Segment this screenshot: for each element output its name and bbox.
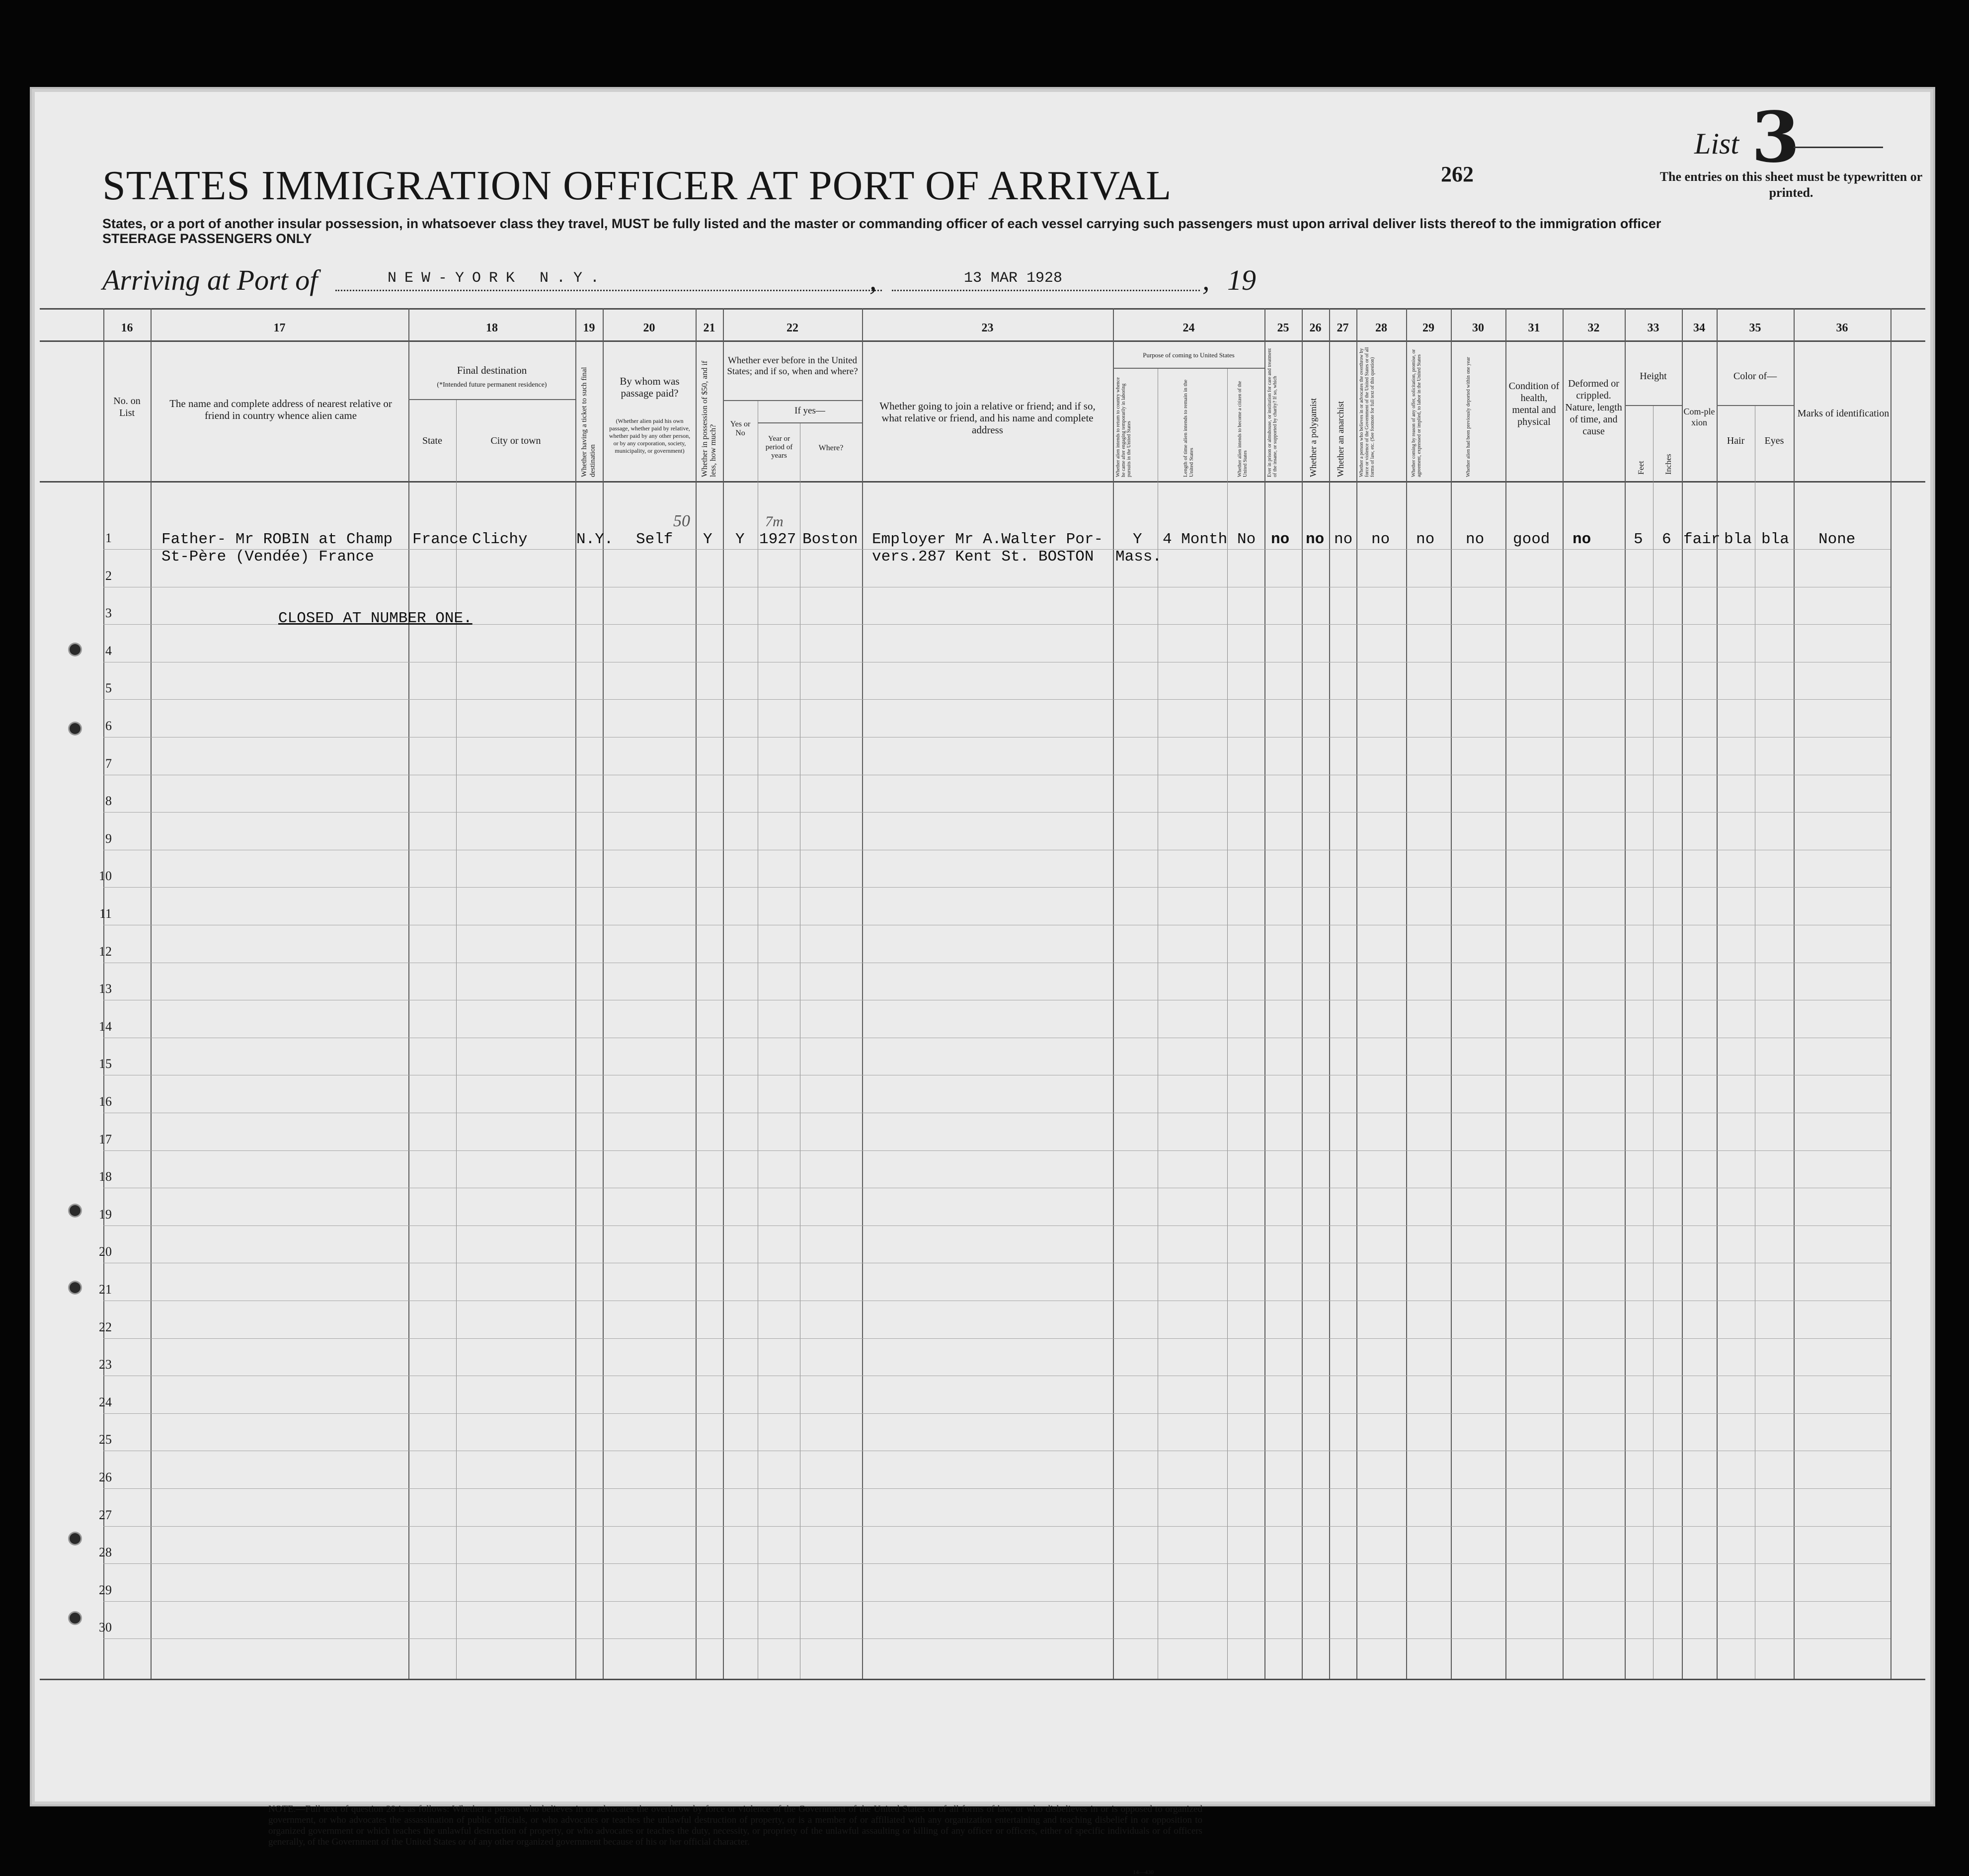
- header-question-29: Whether coming by reason of any offer, solicitation, promise, or agreement, expressed or implied, to labor in the United States: [1411, 349, 1422, 477]
- column-number-19: 19: [583, 322, 595, 334]
- column-line: [1227, 368, 1228, 1679]
- before-yes-no: Y: [735, 531, 745, 548]
- row-number: 13: [99, 981, 112, 996]
- header-passage-paid-sub: (Whether alien paid his own passage, whether paid by relative, whether paid by any other person, or by any corporation, society, municipality, or government): [609, 417, 691, 454]
- subheader-line: [1113, 368, 1264, 369]
- column-number-34: 34: [1693, 322, 1705, 334]
- column-number-25: 25: [1277, 322, 1289, 334]
- column-line: [151, 308, 152, 1679]
- footnote-question-28: NOTE.—Full text of question 28 is as follows: Whether a person who believes in or advocates the overthrow by force or violence of the Government of the United States or of all forms of law, or who disbelieves in or is opposed to organized government, or who advocates the assassination of public officials, or who advocates or teaches the unlawful destruction of property, or is a member of or affiliated with any organization entertaining and teaching disbelief in or opposition to organized government or which teaches the unlawful destruction of property, or who advocates or teaches the duty, necessity, or propriety of the unlawful assaulting or killing of any officer or officers, either of specific individuals or of officers generally, of the Government of the United States or of any other organized government because of his or her official character.: [268, 1804, 1202, 1847]
- polygamist-answer: no: [1306, 531, 1325, 548]
- header-no-on-list: No. on List: [113, 396, 141, 418]
- binder-hole: [70, 644, 80, 655]
- column-number-33: 33: [1647, 322, 1659, 334]
- column-number-20: 20: [643, 322, 655, 334]
- row-rule: [103, 1338, 1890, 1339]
- column-line: [1653, 405, 1654, 1679]
- length-of-stay: 4 Month: [1163, 531, 1228, 548]
- binder-hole: [70, 1205, 80, 1216]
- header-prison: Ever in prison or almshouse, or institution for care and treatment of the insane, or supported by charity? If so, which: [1267, 348, 1278, 477]
- list-number-line: [1794, 147, 1883, 148]
- column-number-16: 16: [121, 322, 133, 334]
- column-number-29: 29: [1422, 322, 1434, 334]
- subheader-line: [408, 399, 575, 400]
- join-line-3: Mass.: [1115, 548, 1162, 566]
- join-line-2: vers.287 Kent St. BOSTON: [872, 548, 1094, 566]
- comma-separator: ,: [869, 264, 877, 296]
- row-number: 2: [105, 568, 112, 583]
- column-line: [456, 399, 457, 1679]
- subheader-line: [1625, 405, 1682, 406]
- header-passage-paid: By whom was passage paid?: [620, 375, 680, 399]
- before-handwritten-note: 7m: [765, 513, 784, 530]
- header-top-rule: [40, 308, 1925, 310]
- join-line-1: Employer Mr A.Walter Por-: [872, 531, 1103, 548]
- row-rule: [103, 1488, 1890, 1489]
- passage-paid-by: Self: [636, 531, 673, 548]
- form-title: STATES IMMIGRATION OFFICER AT PORT OF ARRIVAL: [102, 163, 1172, 209]
- header-citizen: Whether alien intends to become a citizen of the United States: [1237, 381, 1248, 477]
- row-number: 14: [99, 1019, 112, 1034]
- header-state: State: [422, 435, 442, 446]
- row-number: 20: [99, 1244, 112, 1259]
- header-inches: Inches: [1664, 454, 1673, 475]
- row-number: 27: [99, 1507, 112, 1522]
- row-number: 7: [105, 756, 112, 771]
- header-complexion: Com-plexion: [1683, 407, 1715, 427]
- column-line: [1113, 308, 1114, 1679]
- row-number: 28: [99, 1545, 112, 1560]
- row-number: 30: [99, 1620, 112, 1635]
- eye-color: bla: [1761, 531, 1789, 548]
- column-line: [862, 308, 863, 1679]
- closed-statement: CLOSED AT NUMBER ONE.: [278, 610, 473, 627]
- row-rule: [103, 1150, 1890, 1151]
- row-number: 25: [99, 1432, 112, 1447]
- row-number: 16: [99, 1094, 112, 1109]
- row-number: 15: [99, 1057, 112, 1071]
- header-question-28: Whether a person who believes in or advocates the overthrow by force or violence of the Government of the United States or of all forms of law, etc. (See footnote for full text of this question): [1359, 347, 1375, 477]
- header-bottom-rule: [40, 481, 1925, 483]
- identification-marks: None: [1818, 531, 1856, 548]
- anarchist-answer: no: [1334, 531, 1353, 548]
- column-number-27: 27: [1337, 322, 1349, 334]
- header-height: Height: [1640, 371, 1667, 382]
- row-number: 3: [105, 606, 112, 621]
- column-line: [1625, 308, 1626, 1679]
- list-label: List: [1694, 127, 1739, 160]
- height-feet: 5: [1634, 531, 1643, 548]
- column-line: [575, 308, 576, 1679]
- row-rule: [103, 1225, 1890, 1226]
- citizen-intent: No: [1237, 531, 1256, 548]
- row-number: 10: [99, 869, 112, 884]
- intro-line-2: STEERAGE PASSENGERS ONLY: [102, 231, 312, 246]
- prison-answer: no: [1271, 531, 1290, 548]
- binder-hole: [70, 723, 80, 734]
- row-number: 26: [99, 1470, 112, 1484]
- column-line: [1451, 308, 1452, 1679]
- header-before-in-us: Whether ever before in the United States; and if so, when and where?: [727, 355, 858, 377]
- header-if-yes: If yes—: [794, 406, 825, 416]
- column-line: [1356, 308, 1357, 1679]
- binder-hole: [70, 1613, 80, 1624]
- header-health: Condition of health, mental and physical: [1508, 381, 1560, 427]
- row-rule: [103, 1638, 1890, 1639]
- money-fifty: Y: [703, 531, 712, 548]
- header-final-destination-sub: (*Intended future permanent residence): [437, 381, 547, 389]
- binder-hole: [70, 1533, 80, 1544]
- row-number: 19: [99, 1207, 112, 1222]
- intro-text: [102, 216, 1792, 246]
- row-rule: [103, 812, 1890, 813]
- row-rule: [103, 887, 1890, 888]
- header-fifty-dollars: Whether in possession of $50, and if less, how much?: [701, 360, 717, 477]
- deported-answer: no: [1466, 531, 1485, 548]
- column-number-22: 22: [787, 322, 798, 334]
- column-line: [1329, 308, 1330, 1679]
- header-anarchist: Whether an anarchist: [1336, 401, 1345, 477]
- header-deported: Whether alien had been previously deported within one year: [1466, 357, 1471, 477]
- column-line: [1505, 308, 1506, 1679]
- column-number-21: 21: [703, 322, 715, 334]
- header-yes-no: Yes or No: [730, 420, 751, 437]
- row-number: 21: [99, 1282, 112, 1297]
- footnote-code: 14—430: [1133, 1869, 1154, 1876]
- column-number-17: 17: [273, 322, 286, 334]
- column-line: [603, 308, 604, 1679]
- question-28-answer: no: [1371, 531, 1390, 548]
- height-inches: 6: [1662, 531, 1671, 548]
- subheader-line: [1717, 405, 1794, 406]
- row-number: 1: [105, 531, 112, 545]
- binder-hole: [70, 1282, 80, 1293]
- header-return-intent: Whether alien intends to return to country whence he came after engaging temporarily in laboring pursuits in the United States: [1115, 377, 1132, 477]
- relative-line-1: Father- Mr ROBIN at Champ: [161, 531, 393, 548]
- comma-separator: ,: [1202, 264, 1210, 296]
- row-number: 12: [99, 944, 112, 959]
- column-number-35: 35: [1749, 322, 1761, 334]
- row-number: 5: [105, 681, 112, 696]
- column-number-23: 23: [981, 322, 994, 334]
- arrival-date: 13 MAR 1928: [964, 270, 1063, 287]
- column-line: [1264, 308, 1265, 1679]
- money-handwritten-note: 50: [673, 512, 690, 530]
- complexion: fair: [1683, 531, 1721, 548]
- health-condition: good: [1513, 531, 1550, 548]
- header-purpose: Purpose of coming to United States: [1143, 351, 1235, 359]
- row-number: 9: [105, 831, 112, 846]
- header-hair: Hair: [1727, 435, 1745, 446]
- year-prefix: 19: [1227, 264, 1256, 296]
- row-number: 22: [99, 1319, 112, 1334]
- list-number: 3: [1751, 97, 1800, 178]
- port-field-line: [335, 290, 882, 291]
- column-line: [1563, 308, 1564, 1679]
- subheader-line: [723, 400, 862, 401]
- column-line: [1794, 308, 1795, 1679]
- header-ticket: Whether having a ticket to such final destination: [580, 367, 597, 477]
- date-field-line: [892, 290, 1200, 291]
- row-number: 23: [99, 1357, 112, 1372]
- column-number-32: 32: [1587, 322, 1600, 334]
- row-rule: [103, 1413, 1890, 1414]
- header-feet: Feet: [1637, 461, 1646, 475]
- row-number: 18: [99, 1169, 112, 1184]
- header-length-stay: Length of time alien intends to remain in the United States: [1182, 379, 1194, 477]
- column-line: [723, 308, 724, 1679]
- column-line: [696, 308, 697, 1679]
- port-value: NEW-YORK N.Y.: [388, 270, 608, 287]
- column-line: [1717, 308, 1718, 1679]
- row-rule: [103, 699, 1890, 700]
- header-relative: The name and complete address of nearest relative or friend in country whence alien came: [169, 398, 392, 421]
- arriving-label: Arriving at Port of: [102, 264, 318, 296]
- destination-city: Clichy: [472, 531, 528, 548]
- header-years: Year or period of years: [765, 435, 793, 460]
- column-number-28: 28: [1375, 322, 1387, 334]
- hair-color: bla: [1724, 531, 1752, 548]
- column-line: [408, 308, 409, 1679]
- header-numbers-rule: [40, 340, 1925, 342]
- row-number: 29: [99, 1582, 112, 1597]
- row-rule: [103, 1563, 1890, 1564]
- header-color-of: Color of—: [1733, 371, 1777, 382]
- row-rule: [103, 1601, 1890, 1602]
- manifest-sheet: [35, 92, 1930, 1876]
- before-where: Boston: [802, 531, 858, 548]
- header-marks: Marks of identification: [1797, 408, 1890, 419]
- header-where: Where?: [818, 444, 844, 452]
- relative-line-2: St-Père (Vendée) France: [161, 548, 374, 566]
- column-number-36: 36: [1836, 322, 1848, 334]
- ticket-destination: N.Y.: [576, 531, 614, 548]
- row-rule: [103, 1526, 1890, 1527]
- column-number-26: 26: [1309, 322, 1322, 334]
- column-number-30: 30: [1472, 322, 1484, 334]
- header-final-destination: Final destination: [457, 364, 527, 376]
- row-number: 11: [99, 906, 112, 921]
- sheet-number: 262: [1441, 162, 1474, 186]
- row-number: 8: [105, 794, 112, 809]
- column-line: [1302, 308, 1303, 1679]
- column-line: [1406, 308, 1407, 1679]
- intro-line-1: States, or a port of another insular possession, in whatsoever class they travel, MUST be fully listed and the master or commanding officer of each vessel carrying such passengers must upon arrival deliver lists thereof to the immigration officer: [102, 216, 1661, 231]
- destination-state: France: [412, 531, 468, 548]
- row-number: 6: [105, 719, 112, 733]
- header-join-relative: Whether going to join a relative or friend; and if so, what relative or friend, and his name and complete address: [879, 400, 1096, 436]
- typewritten-instruction: The entries on this sheet must be typewritten or printed.: [1659, 169, 1923, 200]
- column-line: [1682, 308, 1683, 1679]
- subheader-line: [758, 422, 862, 423]
- header-eyes: Eyes: [1764, 435, 1784, 446]
- row-number: 24: [99, 1394, 112, 1409]
- question-29-answer: no: [1416, 531, 1435, 548]
- header-polygamist: Whether a polygamist: [1308, 398, 1318, 477]
- table-bottom-rule: [40, 1679, 1925, 1680]
- column-number-31: 31: [1528, 322, 1540, 334]
- row-number: 4: [105, 643, 112, 658]
- column-line: [1890, 308, 1891, 1679]
- header-deformed: Deformed or crippled. Nature, length of time, and cause: [1565, 378, 1622, 437]
- before-year: 1927: [759, 531, 796, 548]
- return-intent: Y: [1133, 531, 1142, 548]
- row-number: 17: [99, 1132, 112, 1146]
- deformed-answer: no: [1573, 531, 1591, 548]
- column-number-18: 18: [486, 322, 498, 334]
- column-number-24: 24: [1182, 322, 1195, 334]
- header-city: City or town: [490, 435, 541, 446]
